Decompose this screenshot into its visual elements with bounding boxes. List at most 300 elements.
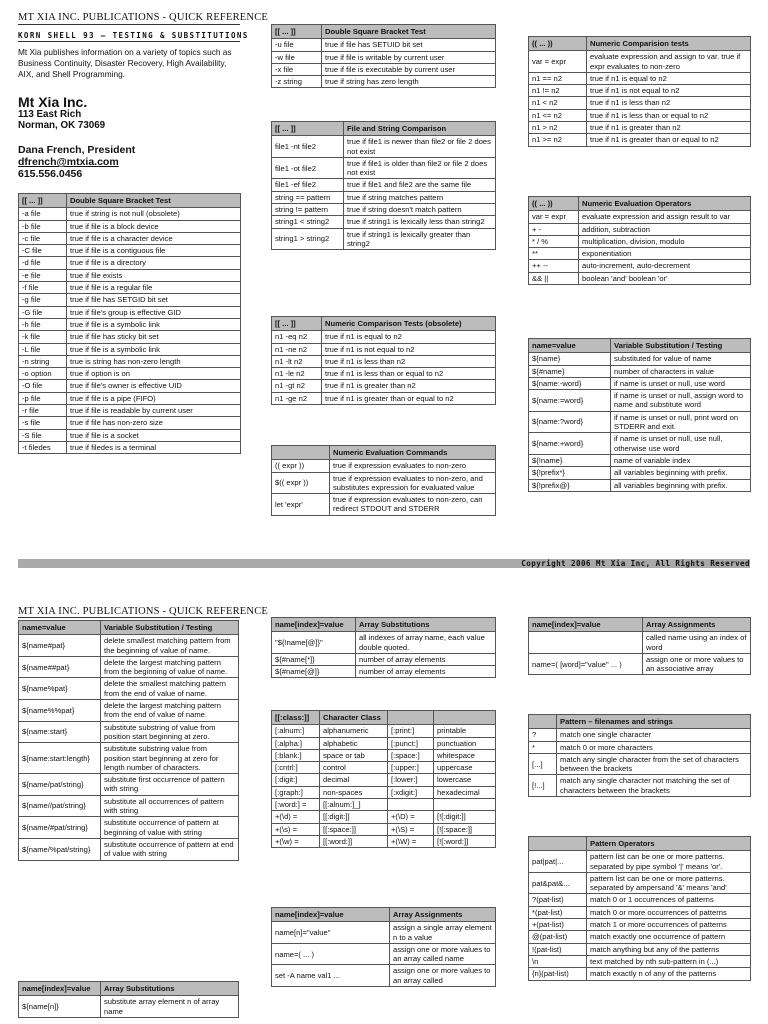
table-row (272, 472, 496, 494)
table-row (272, 343, 496, 355)
syntax-cell: -w file (272, 51, 322, 63)
description-cell: [:punct:] (388, 737, 434, 749)
description-cell: true if file is readable by current user (67, 405, 241, 417)
table-row (272, 204, 496, 216)
description-cell: addition, subtraction (579, 223, 751, 235)
table-numeric-comparison (528, 36, 751, 147)
syntax-cell: let 'expr' (272, 494, 330, 516)
description-cell: substitute substring value from position start beginning at zero for length number of characters. (101, 743, 239, 774)
syntax-cell: [:cntrl:] (272, 762, 320, 774)
syntax-cell: ${!prefix*} (529, 467, 611, 479)
description-cell: [:upper:] (388, 762, 434, 774)
table-row (19, 774, 239, 796)
syntax-cell: @(pat-list) (529, 931, 587, 943)
description-cell: multiplication, division, modulo (579, 235, 751, 247)
syntax-cell: name=( [word]="value" ... ) (529, 653, 643, 675)
header-rule (18, 24, 240, 25)
header-cell: [[ ... ]] (272, 25, 322, 39)
header-cell: name[index]=value (19, 982, 101, 996)
description-cell: match 1 or more occurrences of patterns (587, 919, 751, 931)
table-row (529, 943, 751, 955)
syntax-cell: ?(pat-list) (529, 894, 587, 906)
header-cell: name[index]=value (272, 908, 390, 922)
table-row (529, 931, 751, 943)
syntax-cell: [...] (529, 753, 557, 775)
syntax-cell: \n (529, 955, 587, 967)
page1-header: MT XIA INC. PUBLICATIONS - QUICK REFERENCE (18, 12, 269, 23)
syntax-cell: pat|pat|... (529, 851, 587, 873)
description-cell: true if expression evaluates to non-zero, can redirect STDOUT and STDERR (330, 494, 496, 516)
syntax-cell: -e file (19, 269, 67, 281)
description-cell: hexadecimal (434, 786, 496, 798)
description-cell: true if string1 is lexically less than string2 (344, 216, 496, 228)
description-cell: true if string has zero length (322, 76, 496, 88)
description-cell: true if file1 and file2 are the same file (344, 179, 496, 191)
syntax-cell: ${name:=word} (529, 390, 611, 412)
table-row (529, 906, 751, 918)
description-cell: [[:word:]] (320, 835, 388, 847)
description-cell: [:space:] (388, 749, 434, 761)
description-cell: if name is unset or null, assign word to name and substitute word (611, 390, 751, 412)
header-cell: (( ... )) (529, 37, 587, 51)
syntax-cell: file1 -nt file2 (272, 136, 344, 158)
syntax-cell: n1 > n2 (529, 122, 587, 134)
header-cell: Character Class (320, 711, 388, 725)
description-cell: true if n1 is greater than or equal to n2 (587, 134, 751, 146)
description-cell: true if file's owner is effective UID (67, 380, 241, 392)
table-row (19, 405, 241, 417)
description-cell: substitute first occurrence of pattern with string (101, 774, 239, 796)
table-row (19, 331, 241, 343)
header-cell: Pattern – filenames and strings (557, 715, 751, 729)
description-cell: true if file is a contiguous file (67, 245, 241, 257)
syntax-cell: ${name#pat} (19, 635, 101, 657)
description-cell: match 0 or more occurrences of patterns (587, 906, 751, 918)
table-row (529, 411, 751, 433)
description-cell: number of array elements (356, 653, 496, 665)
syntax-cell: + - (529, 223, 579, 235)
syntax-cell: -h file (19, 318, 67, 330)
table-header-row (272, 317, 496, 331)
description-cell: substitute all occurrences of pattern with string (101, 795, 239, 817)
table-row (272, 653, 496, 665)
syntax-cell: -p file (19, 392, 67, 404)
header-cell: Array Assignments (643, 618, 751, 632)
table-row (272, 191, 496, 203)
table-row (272, 460, 496, 472)
table-pattern-filenames (528, 714, 751, 797)
syntax-cell: n1 -ge n2 (272, 392, 322, 404)
syntax-cell: [:alpha:] (272, 737, 320, 749)
syntax-cell: ${name[n]} (19, 996, 101, 1018)
syntax-cell: -L file (19, 343, 67, 355)
description-cell: true if string matches pattern (344, 191, 496, 203)
syntax-cell: ${name##pat} (19, 656, 101, 678)
description-cell: number of characters in value (611, 365, 751, 377)
description-cell: true if n1 is not equal to n2 (322, 343, 496, 355)
table-row (529, 223, 751, 235)
description-cell: printable (434, 725, 496, 737)
description-cell: [[:space:]] (320, 823, 388, 835)
table-row (272, 811, 496, 823)
table-row (272, 228, 496, 250)
table-row (19, 441, 241, 453)
table-row (19, 429, 241, 441)
description-cell: substituted for value of name (611, 353, 751, 365)
description-cell: true if file1 is newer than file2 or file 2 does not exist (344, 136, 496, 158)
syntax-cell: -t filedes (19, 441, 67, 453)
header-cell: Variable Substitution / Testing (611, 339, 751, 353)
syntax-cell: -o option (19, 368, 67, 380)
syntax-cell: !(pat-list) (529, 943, 587, 955)
syntax-cell: -k file (19, 331, 67, 343)
description-cell: true if option is on (67, 368, 241, 380)
header-cell: [[ ... ]] (19, 194, 67, 208)
table-row (272, 157, 496, 179)
syntax-cell: [:graph:] (272, 786, 320, 798)
description-cell: auto-increment, auto-decrement (579, 260, 751, 272)
description-cell: [![:word:]] (434, 835, 496, 847)
table-numeric-eval-commands (271, 445, 496, 516)
syntax-cell: -x file (272, 63, 322, 75)
description-cell: true if n1 is not equal to n2 (587, 85, 751, 97)
document-subtitle: KORN SHELL 93 – TESTING & SUBSTITUTIONS (18, 31, 249, 40)
table-row (272, 136, 496, 158)
table-row (529, 741, 751, 753)
description-cell: true if n1 is greater than or equal to n2 (322, 392, 496, 404)
description-cell (388, 799, 434, 811)
table-row (529, 235, 751, 247)
description-cell: match anything but any of the patterns (587, 943, 751, 955)
syntax-cell: ${name} (529, 353, 611, 365)
syntax-cell: -r file (19, 405, 67, 417)
table-row (529, 775, 751, 797)
syntax-cell: {n}(pat-list) (529, 968, 587, 980)
table-header-row (529, 197, 751, 211)
syntax-cell: && || (529, 272, 579, 284)
description-cell: [[:alnum:]_] (320, 799, 388, 811)
header-cell: Variable Substitution / Testing (101, 621, 239, 635)
table-numeric-operators (528, 196, 751, 285)
description-cell: assign one or more values to an associative array (643, 653, 751, 675)
header-cell: [[ ... ]] (272, 122, 344, 136)
table-header-row (272, 122, 496, 136)
table-row (19, 417, 241, 429)
description-cell: non-spaces (320, 786, 388, 798)
table-row (19, 817, 239, 839)
table-row (529, 955, 751, 967)
syntax-cell: ${name:-word} (529, 377, 611, 389)
description-cell: all variables beginning with prefix. (611, 479, 751, 491)
syntax-cell: ** (529, 248, 579, 260)
syntax-cell: +(\d) = (272, 811, 320, 823)
description-cell: whitespace (434, 749, 496, 761)
description-cell: number of array elements (356, 666, 496, 678)
table-row (19, 220, 241, 232)
syntax-cell: string == pattern (272, 191, 344, 203)
syntax-cell: ${!name} (529, 454, 611, 466)
syntax-cell: string1 > string2 (272, 228, 344, 250)
table-row (529, 479, 751, 491)
description-cell: assign one or more values to an array called name (390, 943, 496, 965)
syntax-cell: +(\w) = (272, 835, 320, 847)
header-cell: File and String Comparison (344, 122, 496, 136)
table-row (19, 306, 241, 318)
table-row (272, 965, 496, 987)
description-cell: match one single character (557, 729, 751, 741)
header-cell: Numeric Evaluation Operators (579, 197, 751, 211)
description-cell: true if n1 is equal to n2 (322, 331, 496, 343)
table-dsb-permission-tests (271, 24, 496, 88)
description-cell: uppercase (434, 762, 496, 774)
syntax-cell: -c file (19, 232, 67, 244)
syntax-cell: ${#name} (529, 365, 611, 377)
table-row (272, 355, 496, 367)
table-row (272, 835, 496, 847)
header-cell: Array Substitutions (356, 618, 496, 632)
syntax-cell: pat&pat&... (529, 872, 587, 894)
table-row (529, 377, 751, 389)
description-cell: true if string is not null (obsolete) (67, 208, 241, 220)
table-row (272, 786, 496, 798)
table-row (272, 63, 496, 75)
syntax-cell: "${!name[@]}" (272, 632, 356, 654)
description-cell: delete the largest matching pattern from the beginning of value of name. (101, 656, 239, 678)
table-row (19, 721, 239, 743)
table-row (529, 51, 751, 73)
table-header-row (529, 837, 751, 851)
header-cell (434, 711, 496, 725)
description-cell: text matched by nth sub-pattern in (...) (587, 955, 751, 967)
syntax-cell: -a file (19, 208, 67, 220)
table-row (529, 433, 751, 455)
syntax-cell: ? (529, 729, 557, 741)
syntax-cell: ${name:+word} (529, 433, 611, 455)
table-header-row (272, 618, 496, 632)
description-cell: all indexes of array name, each value double quoted. (356, 632, 496, 654)
syntax-cell: +(pat-list) (529, 919, 587, 931)
description-cell: true if expression evaluates to non-zero (330, 460, 496, 472)
syntax-cell: -s file (19, 417, 67, 429)
description-cell: true if n1 is greater than n2 (587, 122, 751, 134)
table-row (19, 392, 241, 404)
header-cell: name=value (19, 621, 101, 635)
syntax-cell: $(( expr )) (272, 472, 330, 494)
syntax-cell: -S file (19, 429, 67, 441)
description-cell: lowercase (434, 774, 496, 786)
description-cell: punctuation (434, 737, 496, 749)
table-header-row (272, 908, 496, 922)
table-row (529, 97, 751, 109)
address-line-1: 113 East Rich (18, 109, 82, 120)
description-cell: decimal (320, 774, 388, 786)
syntax-cell: n1 -ne n2 (272, 343, 322, 355)
header-cell (529, 715, 557, 729)
syntax-cell: (( expr )) (272, 460, 330, 472)
table-row (529, 390, 751, 412)
table-row (529, 211, 751, 223)
phone-number: 615.556.0456 (18, 168, 83, 180)
intro-text: Mt Xia publishes information on a variety of topics such as Business Continuity, Disaster Recovery, High Availability, AIX, and Shell Programming. (18, 47, 232, 79)
table-row (272, 76, 496, 88)
description-cell: substitute occurrence of pattern at end of value with string (101, 838, 239, 860)
description-cell: true if file is executable by current user (322, 63, 496, 75)
description-cell: if name is unset or null, use word (611, 377, 751, 389)
table-row (19, 355, 241, 367)
syntax-cell: name[n]="value" (272, 922, 390, 944)
table-row (272, 380, 496, 392)
table-row (272, 762, 496, 774)
description-cell: if name is unset or null, use null, otherwise use word (611, 433, 751, 455)
table-row (272, 632, 496, 654)
description-cell: assign one or more values to an array called (390, 965, 496, 987)
description-cell (434, 799, 496, 811)
table-row (529, 122, 751, 134)
description-cell: +(\D) = (388, 811, 434, 823)
table-row (272, 51, 496, 63)
description-cell: match 0 or 1 occurrences of patterns (587, 894, 751, 906)
table-row (529, 968, 751, 980)
description-cell: true if n1 is less than n2 (587, 97, 751, 109)
syntax-cell: ${name%%pat} (19, 700, 101, 722)
table-row (272, 392, 496, 404)
table-row (529, 109, 751, 121)
table-row (529, 919, 751, 931)
syntax-cell: n1 >= n2 (529, 134, 587, 146)
description-cell: true if file is a symbolic link (67, 343, 241, 355)
description-cell: alphanumeric (320, 725, 388, 737)
description-cell: substitute occurrence of pattern at beginning of value with string (101, 817, 239, 839)
syntax-cell: n1 -gt n2 (272, 380, 322, 392)
description-cell: true if file has SETUID bit set (322, 39, 496, 51)
table-row (529, 248, 751, 260)
description-cell: assign a single array element n to a value (390, 922, 496, 944)
description-cell: match 0 or more characters (557, 741, 751, 753)
description-cell: true if file has SETGID bit set (67, 294, 241, 306)
table-row (272, 216, 496, 228)
syntax-cell: -C file (19, 245, 67, 257)
syntax-cell: string != pattern (272, 204, 344, 216)
description-cell: true if file is a regular file (67, 282, 241, 294)
header-cell: name=value (529, 339, 611, 353)
syntax-cell: -b file (19, 220, 67, 232)
table-header-row (272, 25, 496, 39)
description-cell: true if file is writable by current user (322, 51, 496, 63)
syntax-cell: var = expr (529, 51, 587, 73)
header-cell: [[ ... ]] (272, 317, 322, 331)
header-cell: [[:class:]] (272, 711, 320, 725)
syntax-cell: * (529, 741, 557, 753)
syntax-cell: -O file (19, 380, 67, 392)
table-row (529, 85, 751, 97)
syntax-cell: ${name/#pat/string} (19, 817, 101, 839)
subtitle-rule (18, 41, 240, 42)
table-header-row (529, 715, 751, 729)
description-cell: called name using an index of word (643, 632, 751, 654)
header-cell: Numeric Evaluation Commands (330, 446, 496, 460)
description-cell: match any single character from the set of characters between the brackets (557, 753, 751, 775)
table-row (529, 653, 751, 675)
syntax-cell: [:word:] = (272, 799, 320, 811)
table-pattern-operators (528, 836, 751, 981)
table-row (529, 872, 751, 894)
syntax-cell: ${name:start} (19, 721, 101, 743)
table-row (272, 737, 496, 749)
description-cell: +(\W) = (388, 835, 434, 847)
description-cell: match exactly one occurrence of pattern (587, 931, 751, 943)
description-cell: true if n1 is less than or equal to n2 (587, 109, 751, 121)
syntax-cell: +(\s) = (272, 823, 320, 835)
description-cell: pattern list can be one or more patterns. separated by pipe symbol '|' means 'or'. (587, 851, 751, 873)
table-row (19, 656, 239, 678)
description-cell: true if file is a socket (67, 429, 241, 441)
description-cell: true if string doesn't match pattern (344, 204, 496, 216)
syntax-cell: n1 -le n2 (272, 368, 322, 380)
header-cell: Pattern Operators (587, 837, 751, 851)
table-row (272, 922, 496, 944)
table-row (529, 134, 751, 146)
table-header-row (272, 711, 496, 725)
header-cell: Array Assignments (390, 908, 496, 922)
description-cell: delete the largest matching pattern from the end of value of name. (101, 700, 239, 722)
description-cell: [![:space:]] (434, 823, 496, 835)
description-cell: +(\S) = (388, 823, 434, 835)
table-array-assignments-associative (528, 617, 751, 675)
table-row (19, 380, 241, 392)
description-cell: [:print:] (388, 725, 434, 737)
table-header-row (19, 194, 241, 208)
table-row (19, 245, 241, 257)
description-cell: true if file is a block device (67, 220, 241, 232)
table-row (272, 823, 496, 835)
syntax-cell: string1 < string2 (272, 216, 344, 228)
header-cell: Numeric Comparision tests (587, 37, 751, 51)
table-row (19, 368, 241, 380)
description-cell: name of variable index (611, 454, 751, 466)
syntax-cell: ${#name[*]} (272, 653, 356, 665)
description-cell: pattern list can be one or more patterns. separated by ampersand '&' means 'and' (587, 872, 751, 894)
table-row (19, 838, 239, 860)
table-character-class (271, 710, 496, 848)
syntax-cell: ${name/pat/string} (19, 774, 101, 796)
table-row (272, 494, 496, 516)
table-row (529, 260, 751, 272)
table-row (529, 632, 751, 654)
table-row (19, 282, 241, 294)
description-cell: true is string has non-zero length (67, 355, 241, 367)
description-cell: alphabetic (320, 737, 388, 749)
header-cell (529, 837, 587, 851)
description-cell: true if file is a character device (67, 232, 241, 244)
header-cell: name[index]=value (529, 618, 643, 632)
description-cell: true if file's group is effective GID (67, 306, 241, 318)
description-cell: true if file exists (67, 269, 241, 281)
syntax-cell: -n string (19, 355, 67, 367)
table-row (272, 774, 496, 786)
header-cell (272, 446, 330, 460)
description-cell: space or tab (320, 749, 388, 761)
table-row (19, 318, 241, 330)
table-row (529, 851, 751, 873)
syntax-cell: file1 -ot file2 (272, 157, 344, 179)
table-row (19, 795, 239, 817)
table-row (272, 725, 496, 737)
email-link[interactable]: dfrench@mtxia.com (18, 156, 119, 168)
syntax-cell: n1 == n2 (529, 72, 587, 84)
syntax-cell: set -A name val1 ... (272, 965, 390, 987)
description-cell: [:lower:] (388, 774, 434, 786)
description-cell: [[:digit:]] (320, 811, 388, 823)
